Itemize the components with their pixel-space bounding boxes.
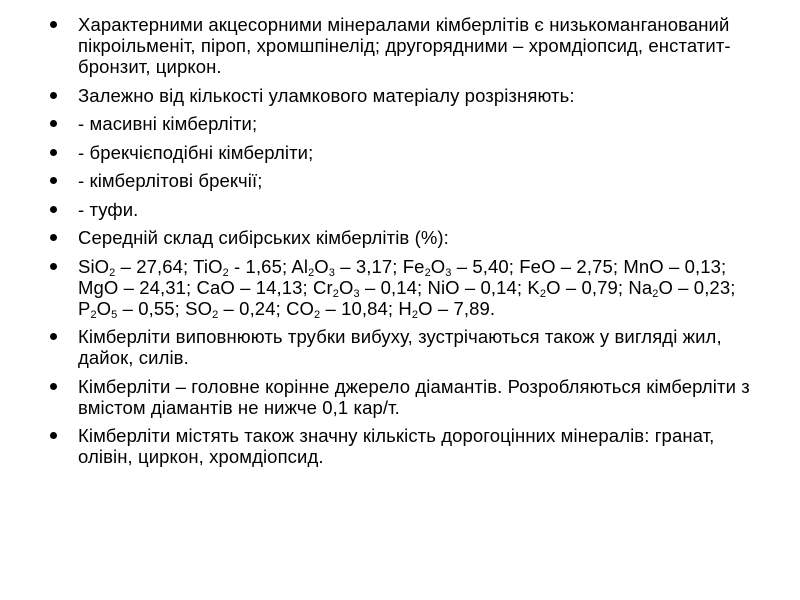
formula-co2: $CO_2$ <box>286 297 321 321</box>
bullet-dot-icon <box>50 149 57 156</box>
bullet-dot-icon <box>50 333 57 340</box>
bullet-text: Середній склад сибірських кімберлітів (%): <box>78 227 449 248</box>
bullet-text: - туфи. <box>78 198 139 220</box>
bullet-dot-icon <box>50 177 57 184</box>
value-mgo: – 24,31; <box>118 276 197 298</box>
bullet-item <box>50 14 765 77</box>
bullet-text: Кімберліти містять також значну кількість дорогоцінних мінералів: гранат, олівін, циркон, хромдіопсид. <box>78 425 715 467</box>
composition-text <box>78 256 735 319</box>
formula-feo: FeO <box>519 255 556 277</box>
bullet-dot-icon <box>50 206 57 213</box>
formula-so2: $SO_2$ <box>185 297 219 321</box>
value-p2o5: – 0,55; <box>117 297 186 319</box>
bullet-item-composition <box>50 256 765 319</box>
value-co2: – 10,84; <box>320 297 399 319</box>
bullet-item <box>50 142 765 163</box>
value-mno: – 0,13; <box>663 255 727 277</box>
formula-cao: CaO <box>196 276 235 298</box>
value-sio2: – 27,64; <box>115 255 194 277</box>
formula-al2o3: $Al_2O_3$ <box>291 255 336 279</box>
bullet-text: - брекчієподібні кімберліти; <box>78 141 314 163</box>
value-feo: – 2,75; <box>555 255 624 277</box>
bullet-dot-icon <box>50 92 57 99</box>
value-na2o: – 0,23; <box>672 276 736 298</box>
bullet-dot-icon <box>50 263 57 270</box>
formula-h2o: $H_2O$ <box>398 297 433 321</box>
bullet-dot-icon <box>50 234 57 241</box>
bullet-text: - масивні кімберліти; <box>78 113 258 134</box>
bullet-dot-icon <box>50 383 57 390</box>
bullet-text: Характерними акцесорними мінералами кімберлітів є низькоманганований пікроільменіт, піроп, хромшпінелід; другорядними – хромдіопсид, енстатит-бронзит, циркон. <box>78 14 731 77</box>
bullet-item <box>50 425 765 467</box>
bullet-text: Залежно від кількості уламкового матеріалу розрізняють: <box>78 84 575 106</box>
bullet-text: Кімберліти – головне корінне джерело діамантів. Розробляються кімберліти з вмістом діамантів не нижче 0,1 кар/т. <box>78 375 750 418</box>
value-k2o: – 0,79; <box>560 276 629 298</box>
value-fe2o3: – 5,40; <box>451 255 520 277</box>
bullet-dot-icon <box>50 432 57 439</box>
formula-k2o: $K_2O$ <box>527 276 561 300</box>
formula-cr2o3: $Cr_2O_3$ <box>313 276 360 300</box>
formula-na2o: $Na_2O$ <box>628 276 673 300</box>
bullet-item <box>50 326 765 368</box>
value-tio2: - 1,65; <box>228 255 292 277</box>
bullet-item <box>50 170 765 191</box>
bullet-item <box>50 199 765 220</box>
bullet-list <box>50 14 765 475</box>
value-cao: – 14,13; <box>234 276 314 298</box>
value-so2: – 0,24; <box>218 297 287 319</box>
formula-mno: MnO <box>623 255 664 277</box>
formula-fe2o3: $Fe_2O_3$ <box>402 255 452 279</box>
formula-tio2: TiO$_2$ <box>193 255 229 279</box>
value-al2o3: – 3,17; <box>335 255 403 277</box>
formula-p2o5: $P_2O_5$ <box>78 297 118 321</box>
value-h2o: – 7,89. <box>432 297 496 319</box>
bullet-item <box>50 113 765 134</box>
bullet-dot-icon <box>50 21 57 28</box>
bullet-item <box>50 85 765 106</box>
bullet-item <box>50 376 765 418</box>
bullet-dot-icon <box>50 120 57 127</box>
bullet-text: Кімберліти виповнюють трубки вибуху, зустрічаються також у вигляді жил, дайок, силів. <box>78 326 722 368</box>
formula-sio2: SiO$_2$ <box>78 255 116 279</box>
formula-nio: NiO <box>427 276 460 298</box>
bullet-text: - кімберлітові брекчії; <box>78 170 263 191</box>
value-cr2o3: – 0,14; <box>359 276 428 298</box>
value-nio: – 0,14; <box>459 276 528 298</box>
bullet-item <box>50 227 765 248</box>
formula-mgo: MgO <box>78 276 119 298</box>
